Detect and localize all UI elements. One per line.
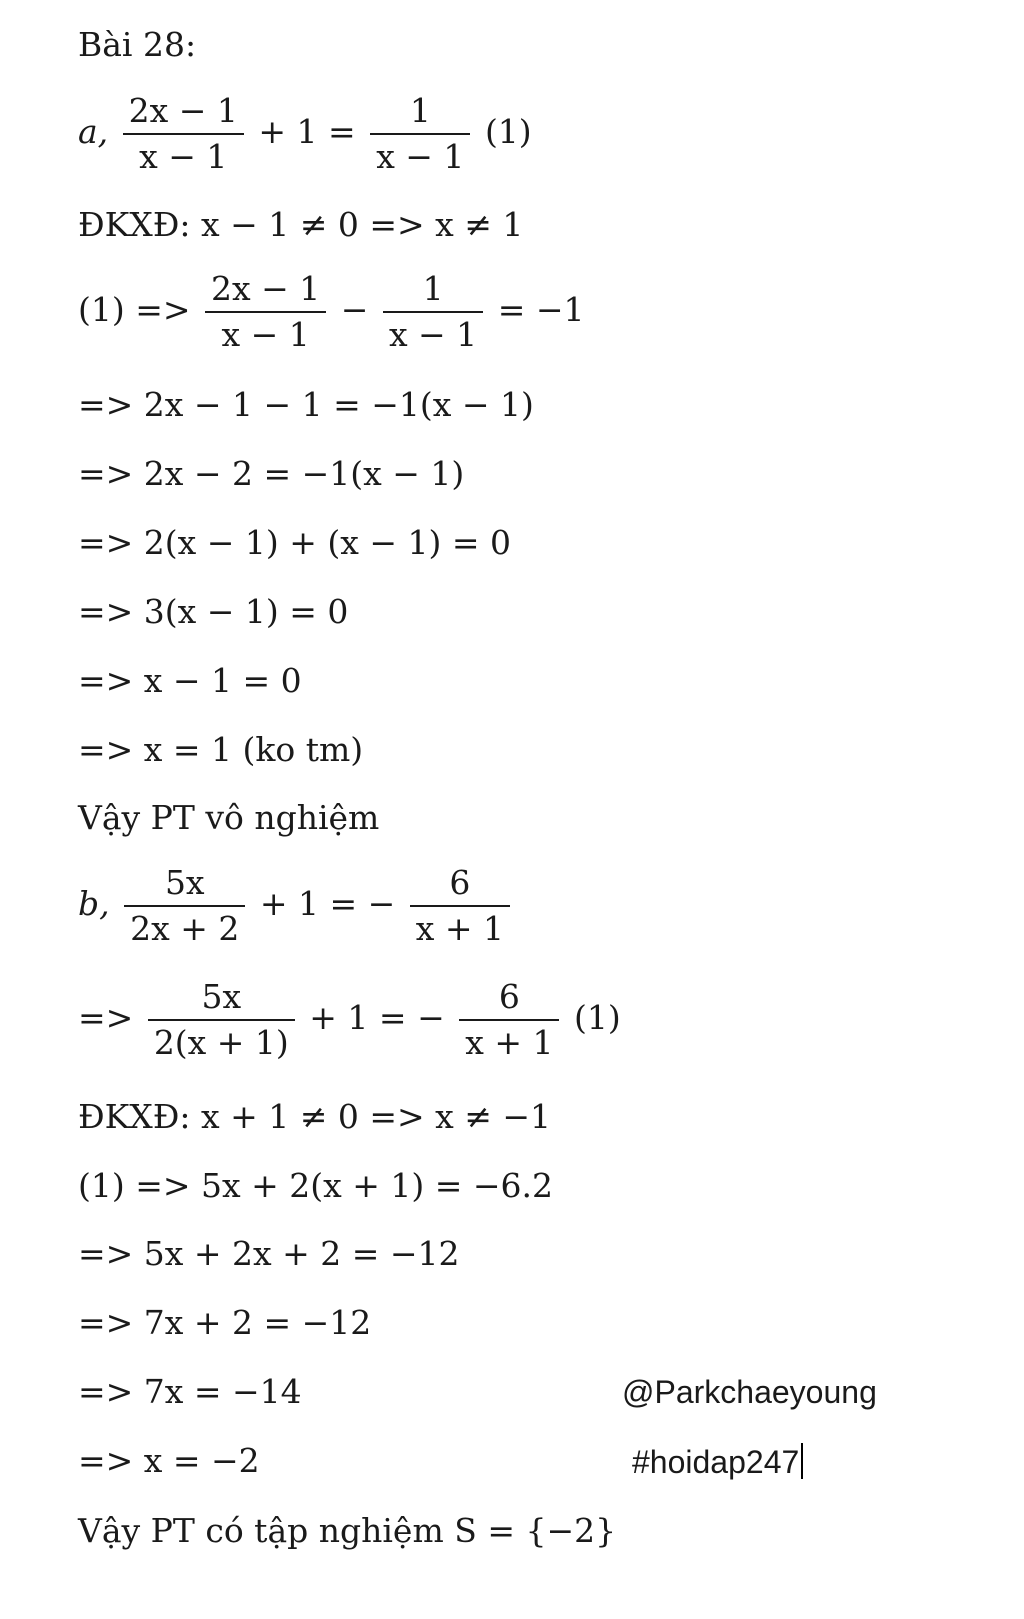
part-a-step: => x = 1 (ko tm) [78,730,364,769]
numerator: 6 [498,977,520,1016]
fraction [383,270,483,354]
part-b-conclusion: Vậy PT có tập nghiệm S = {−2} [78,1511,617,1550]
fraction-bar [148,1019,295,1021]
fraction [205,270,326,354]
equation-prefix: (1) => [78,289,191,329]
denominator: x − 1 [376,136,465,176]
part-b-step: (1) => 5x + 2(x + 1) = −6.2 [78,1166,554,1205]
part-b-step: => 5x + 2x + 2 = −12 [78,1234,460,1273]
part-b-step: => x = −2 [78,1441,260,1480]
equation-operator: + 1 = − [309,997,445,1037]
fraction-bar [123,133,244,135]
fraction-bar [383,311,483,313]
fraction [370,92,470,176]
denominator: x − 1 [139,136,228,176]
part-b-label: b, [78,883,110,923]
part-a-equation [78,92,532,176]
numerator: 2x − 1 [128,91,238,130]
part-b-equation [78,864,514,948]
denominator: 2x + 2 [130,908,240,948]
equation-operator: − [340,289,369,329]
part-a-transform [78,270,584,354]
numerator: 5x [164,863,205,902]
part-b-step: => 7x = −14 [78,1372,302,1411]
part-b-condition: ĐKXĐ: x + 1 ≠ 0 => x ≠ −1 [78,1097,552,1136]
fraction [124,864,245,948]
numerator: 6 [449,863,471,902]
equation-number: (1) [484,111,532,151]
fraction [410,864,510,948]
denominator: 2(x + 1) [153,1022,289,1062]
fraction-bar [410,905,510,907]
part-a-step: => x − 1 = 0 [78,661,302,700]
fraction-bar [124,905,245,907]
part-b-step: => 7x + 2 = −12 [78,1303,372,1342]
part-a-step: => 2x − 1 − 1 = −1(x − 1) [78,385,534,424]
fraction [148,978,295,1062]
equation-prefix: => [78,997,134,1037]
text-cursor [801,1443,803,1479]
fraction [123,92,244,176]
part-a-label: a, [78,111,109,151]
fraction-bar [205,311,326,313]
numerator: 2x − 1 [211,269,321,308]
part-a-condition: ĐKXĐ: x − 1 ≠ 0 => x ≠ 1 [78,205,524,244]
equation-operator: + 1 = [258,111,356,151]
hashtag-text: #hoidap247 [632,1444,800,1480]
equation-operator: + 1 = − [259,883,396,923]
denominator: x + 1 [415,908,505,948]
denominator: x − 1 [221,314,310,354]
part-a-step: => 2(x − 1) + (x − 1) = 0 [78,523,512,562]
numerator: 1 [409,91,431,130]
equation-number: (1) [573,997,621,1037]
equation-result: = −1 [497,289,585,329]
part-b-rewritten [78,978,621,1062]
denominator: x − 1 [388,314,478,354]
numerator: 5x [201,977,242,1016]
part-a-step: => 3(x − 1) = 0 [78,592,349,631]
problem-title: Bài 28: [78,25,197,64]
hashtag-line[interactable] [632,1443,803,1481]
fraction-bar [370,133,470,135]
fraction-bar [459,1019,559,1021]
part-a-conclusion: Vậy PT vô nghiệm [78,798,380,837]
denominator: x + 1 [465,1022,554,1062]
fraction [459,978,559,1062]
part-a-step: => 2x − 2 = −1(x − 1) [78,454,465,493]
author-handle: @Parkchaeyoung [622,1374,877,1410]
numerator: 1 [422,269,444,308]
